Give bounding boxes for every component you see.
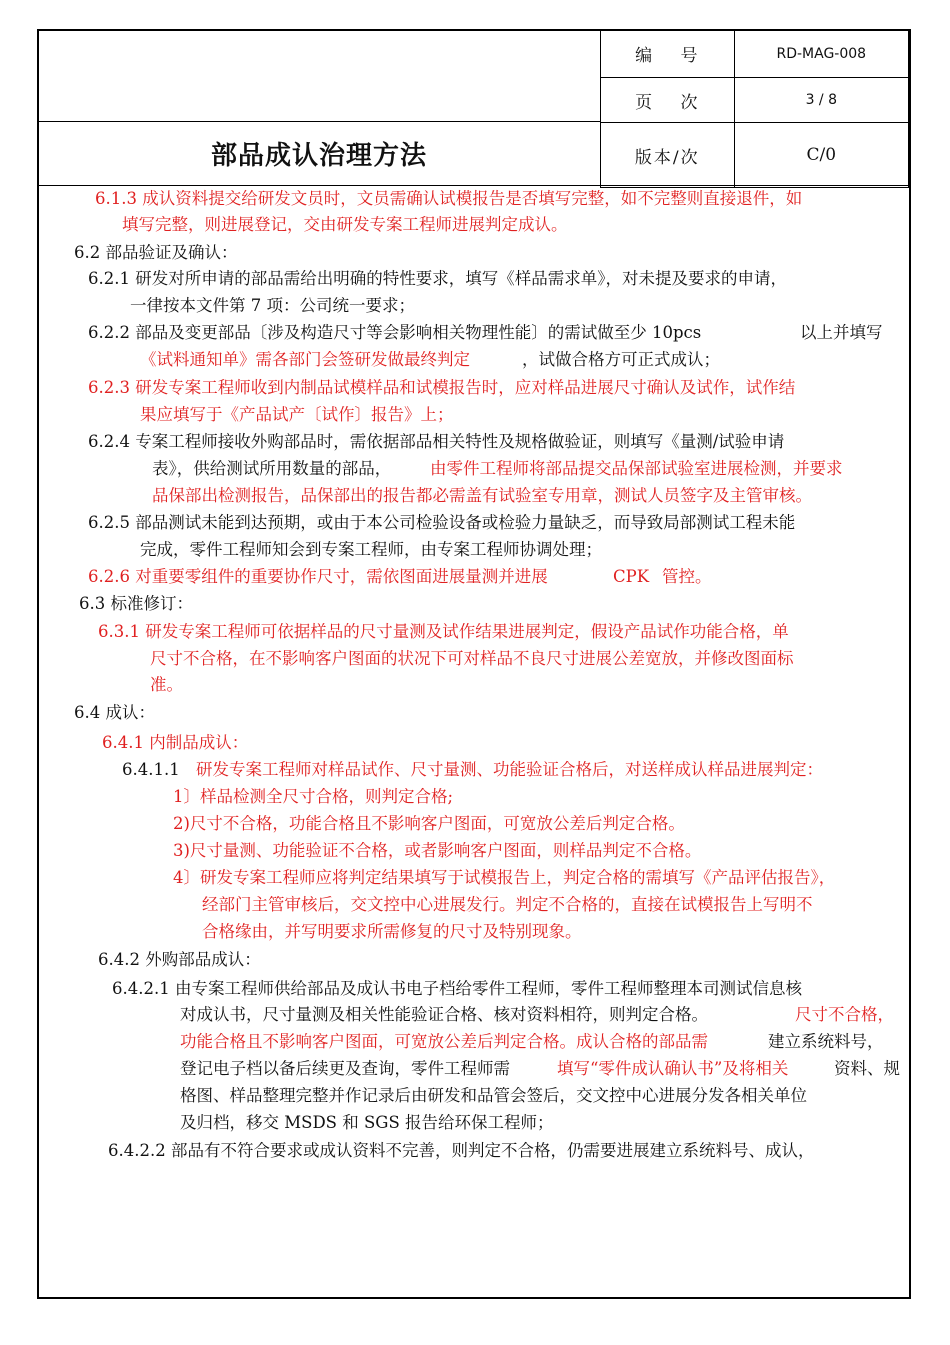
- document-info-table: [600, 29, 909, 188]
- list-item-4-line1: 4〕研发专案工程师应将判定结果填写于试模报告上，判定合格的需填写《产品评估报告》，: [173, 868, 836, 887]
- section-6-3-heading: 6.3 标准修订：: [79, 594, 193, 613]
- list-item-1: 1〕样品检测全尺寸合格，则判定合格;: [173, 787, 454, 806]
- list-item-4-line3: 合格缘由，并写明要求所需修复的尺寸及特别现象。: [202, 922, 582, 941]
- para-6-4-2-1-line4b: 填写“零件成认确认书”及将相关: [557, 1059, 789, 1078]
- para-6-4-2-1-line4c: 资料、规: [834, 1059, 900, 1078]
- para-6-2-4-line2a: 表》，供给测试所用数量的部品，: [152, 459, 392, 478]
- para-6-4-2-1-line4a: 登记电子档以备后续更及查询，零件工程师需: [180, 1059, 510, 1078]
- para-6-4-2-1-line3a: 功能合格且不影响客户图面，可宽放公差后判定合格。成认合格的部品需: [180, 1032, 708, 1051]
- para-6-4-2-1-line2a: 对成认书，尺寸量测及相关性能验证合格、核对资料相符，则判定合格。: [180, 1005, 708, 1024]
- para-6-2-3-line2: 果应填写于《产品试产〔试作〕报告》上；: [140, 405, 454, 424]
- para-6-4-2-1-line3b: 建立系统料号，: [768, 1032, 884, 1051]
- section-6-4-1-heading: 6.4.1 内制品成认：: [102, 733, 249, 752]
- version-label: 版本/次: [601, 123, 735, 188]
- para-6-2-5-line2: 完成，零件工程师知会到专案工程师，由专案工程师协调处理；: [140, 540, 602, 559]
- para-6-2-5-line1: 6.2.5 部品测试未能到达预期，或由于本公司检验设备或检验力量缺乏，而导致局部测试工程未能: [88, 513, 796, 532]
- document-title: 部品成认治理方法: [210, 141, 427, 171]
- para-6-4-2-1-line5: 格图、样品整理完整并作记录后由研发和品管会签后，交文控中心进展分发各相关单位: [180, 1086, 807, 1105]
- para-6-4-1-1-number: 6.4.1.1: [122, 760, 180, 779]
- list-item-3: 3)尺寸量测、功能验证不合格，或者影响客户图面，则样品判定不合格。: [173, 841, 702, 860]
- doc-number-value: RD-MAG-008: [734, 30, 908, 78]
- section-6-4-2-heading: 6.4.2 外购部品成认：: [98, 950, 261, 969]
- para-6-2-6-line1b: CPK: [613, 567, 650, 586]
- para-6-3-1-line1: 6.3.1 研发专案工程师可依据样品的尺寸量测及试作结果进展判定，假设产品试作功能合格，单: [98, 622, 789, 641]
- para-6-3-1-line2: 尺寸不合格，在不影响客户图面的状况下可对样品不良尺寸进展公差宽放，并修改图面标: [150, 649, 794, 668]
- para-6-1-3-line2: 填写完整，则进展登记，交由研发专案工程师进展判定成认。: [122, 215, 568, 234]
- section-6-4-heading: 6.4 成认：: [74, 703, 155, 722]
- para-6-2-4-line3: 品保部出检测报告，品保部出的报告都必需盖有试验室专用章，测试人员签字及主管审核。: [152, 486, 812, 505]
- para-6-2-1-line1: 6.2.1 研发对所申请的部品需给出明确的特性要求，填写《样品需求单》，对未提及要求的申请，: [88, 269, 787, 288]
- para-6-4-2-1-line6: 及归档，移交 MSDS 和 SGS 报告给环保工程师；: [180, 1113, 554, 1132]
- para-6-2-2-line2b: ，试做合格方可正式成认；: [522, 350, 720, 369]
- para-6-4-2-2-line1: 6.4.2.2 部品有不符合要求或成认资料不完善，则判定不合格，仍需要进展建立系统料号、成认，: [108, 1141, 815, 1160]
- para-6-4-2-1-line1: 6.4.2.1 由专案工程师供给部品及成认书电子档给零件工程师，零件工程师整理本司测试信息核: [112, 979, 802, 998]
- para-6-2-2-line1a: 6.2.2 部品及变更部品〔涉及构造尺寸等会影响相关物理性能〕的需试做至少 10pcs: [88, 323, 702, 342]
- list-item-4-line2: 经部门主管审核后，交文控中心进展发行。判定不合格的，直接在试模报告上写明不: [202, 895, 813, 914]
- section-6-2-heading: 6.2 部品验证及确认：: [74, 243, 238, 262]
- para-6-2-3-line1: 6.2.3 研发专案工程师收到内制品试模样品和试模报告时，应对样品进展尺寸确认及试作，试作结: [88, 378, 796, 397]
- para-6-2-4-line1: 6.2.4 专案工程师接收外购部品时，需依据部品相关特性及规格做验证，则填写《量测/试验申请: [88, 432, 785, 451]
- page-value: 3 / 8: [734, 78, 908, 123]
- para-6-2-1-line2: 一律按本文件第 7 项：公司统一要求；: [130, 296, 415, 315]
- version-value: C/0: [734, 123, 908, 188]
- para-6-2-2-line2a: 《试料通知单》需各部门会签研发做最终判定: [140, 350, 470, 369]
- page-label: 页 次: [601, 78, 735, 123]
- para-6-1-3-line1: 6.1.3 成认资料提交给研发文员时，文员需确认试模报告是否填写完整，如不完整则直接退件，如: [95, 189, 803, 208]
- para-6-2-2-line1b: 以上并填写: [800, 323, 883, 342]
- para-6-2-4-line2b: 由零件工程师将部品提交品保部试验室进展检测，并要求: [430, 459, 843, 478]
- doc-number-label: 编 号: [601, 30, 735, 78]
- para-6-2-6-line1a: 6.2.6 对重要零组件的重要协作尺寸，需依图面进展量测并进展: [88, 567, 548, 586]
- para-6-2-6-line1c: 管控。: [662, 567, 712, 586]
- list-item-2: 2)尺寸不合格，功能合格且不影响客户图面，可宽放公差后判定合格。: [173, 814, 685, 833]
- header-divider: [37, 185, 911, 186]
- para-6-4-2-1-line2b: 尺寸不合格，: [795, 1005, 894, 1024]
- para-6-4-1-1-text: 研发专案工程师对样品试作、尺寸量测、功能验证合格后，对送样成认样品进展判定：: [196, 760, 823, 779]
- para-6-3-1-line3: 准。: [150, 675, 183, 694]
- header-logo-area: [37, 29, 601, 122]
